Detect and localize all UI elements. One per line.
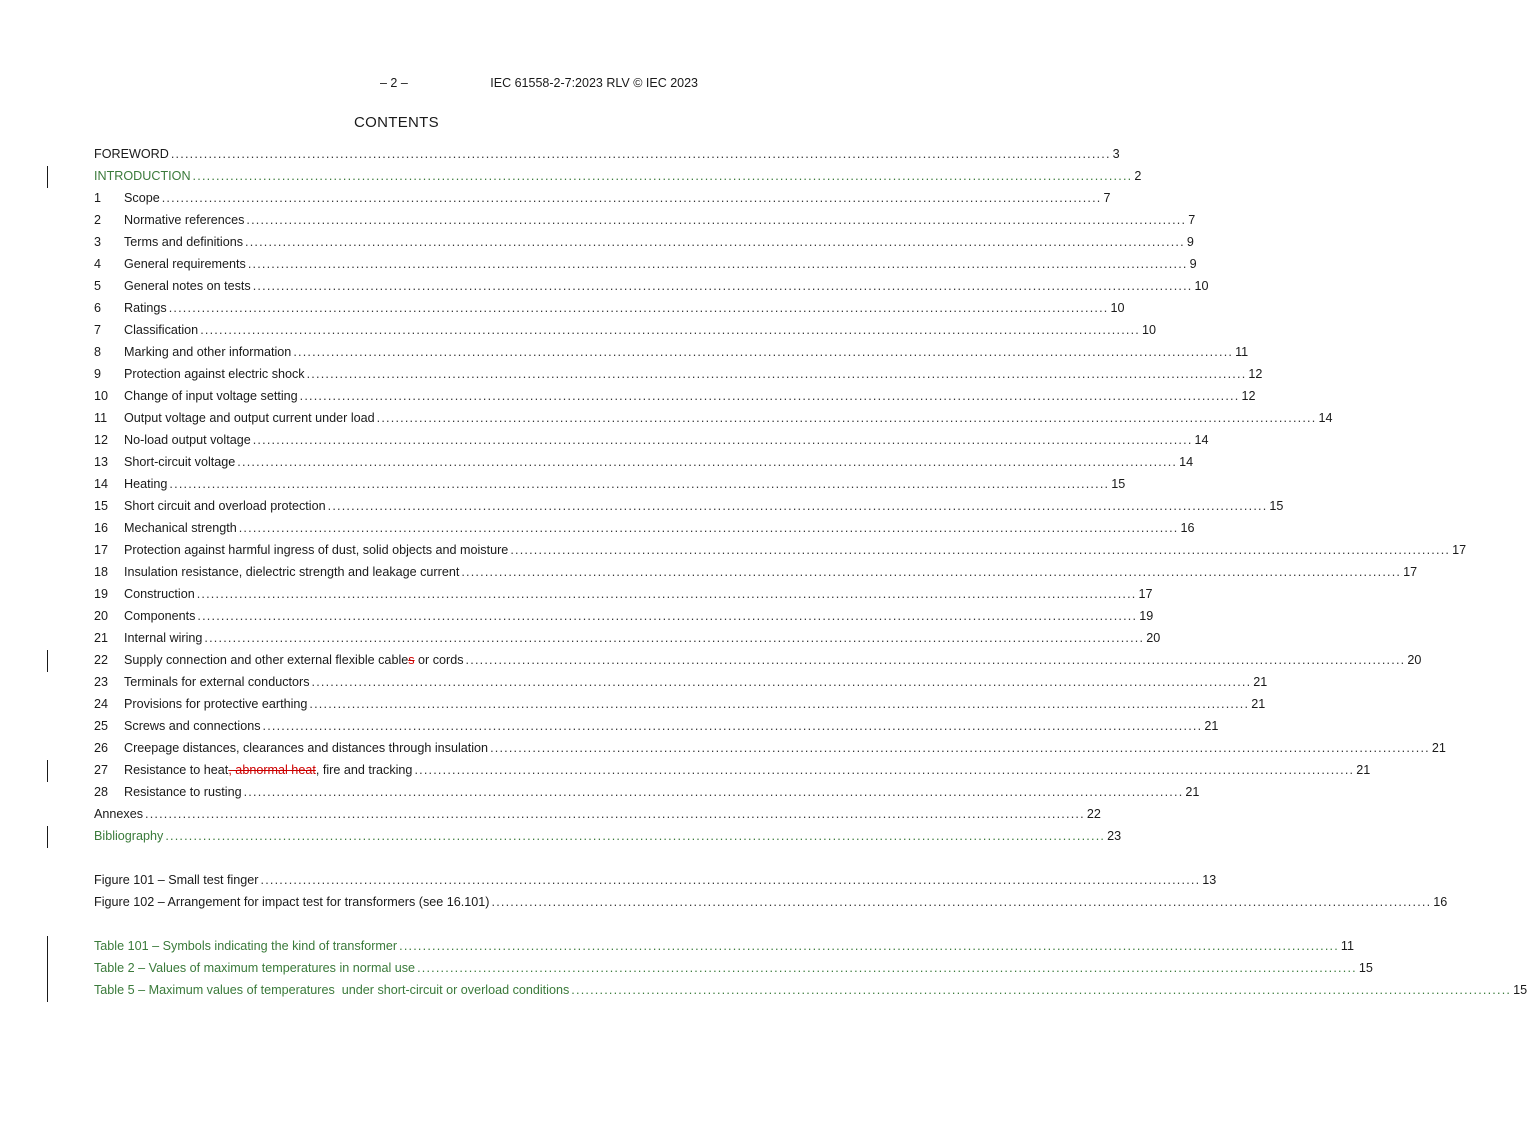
toc-entry-table-5[interactable] [94,981,1527,999]
label-text: Supply connection and other external flexible cable [124,653,409,667]
toc-entry-page: 11 [1340,939,1354,953]
toc-entry-label [124,651,464,669]
toc-entry-page: 3 [1112,147,1120,161]
toc-entry-page: 16 [1180,521,1195,535]
toc-entry-annexes[interactable] [94,805,1101,823]
toc-entry-clause-20[interactable] [94,607,1154,625]
toc-entry-clause-22[interactable] [94,651,1422,669]
toc-entry-page: 19 [1139,609,1154,623]
toc-entry-label: Internal wiring [124,631,203,645]
toc-entry-label: Mechanical strength [124,521,237,535]
toc-entry-number: 11 [94,411,108,425]
toc-entry-number: 25 [94,719,109,733]
toc-entry-label: Provisions for protective earthing [124,697,308,711]
toc-entry-page: 7 [1188,213,1196,227]
page-title: CONTENTS [354,114,439,131]
toc-entry-label: Bibliography [94,829,164,843]
toc-entry-number: 12 [94,433,109,447]
toc-entry-table-2[interactable] [94,959,1373,977]
toc-entry-clause-24[interactable] [94,695,1266,713]
dot-leader: ........................................................................................................................................................................................................ [491,895,1432,909]
dot-leader: ........................................................................................................................................................................................................ [238,521,1179,535]
toc-entry-page: 17 [1138,587,1153,601]
dot-leader: ........................................................................................................................................................................................................ [490,741,1430,755]
dot-leader: ........................................................................................................................................................................................................ [399,939,1339,953]
toc-entry-clause-7[interactable] [94,321,1157,339]
toc-entry-page: 15 [1513,983,1527,997]
toc-entry-number: 2 [94,213,102,227]
toc-entry-number: 27 [94,763,109,777]
dot-leader: ........................................................................................................................................................................................................ [196,587,1137,601]
toc-entry-label: Ratings [124,301,167,315]
dot-leader: ........................................................................................................................................................................................................ [168,301,1109,315]
toc-entry-number: 20 [94,609,109,623]
toc-entry-label: Insulation resistance, dielectric strength and leakage current [124,565,460,579]
toc-entry-label: Figure 101 – Small test finger [94,873,259,887]
toc-entry-number: 14 [94,477,109,491]
toc-entry-page: 17 [1452,543,1467,557]
toc-entry-page: 15 [1111,477,1126,491]
toc-entry-page: 21 [1356,763,1371,777]
toc-entry-page: 22 [1086,807,1101,821]
toc-entry-page: 20 [1146,631,1161,645]
toc-entry-label: Screws and connections [124,719,261,733]
document-reference: IEC 61558-2-7:2023 RLV © IEC 2023 [490,76,698,90]
dot-leader: ........................................................................................................................................................................................................ [414,763,1355,777]
dot-leader: ........................................................................................................................................................................................................ [170,147,1111,161]
toc-entry-number: 18 [94,565,109,579]
toc-entry-number: 26 [94,741,109,755]
toc-entry-number: 3 [94,235,102,249]
toc-entry-page: 13 [1202,873,1217,887]
toc-entry-number: 16 [94,521,109,535]
dot-leader: ........................................................................................................................................................................................................ [262,719,1203,733]
dot-leader: ........................................................................................................................................................................................................ [376,411,1317,425]
toc-entry-clause-18[interactable] [94,563,1418,581]
toc-entry-clause-13[interactable] [94,453,1194,471]
toc-entry-clause-26[interactable] [94,739,1446,757]
dot-leader: ........................................................................................................................................................................................................ [311,675,1252,689]
toc-entry-page: 14 [1179,455,1194,469]
toc-entry-label: Terminals for external conductors [124,675,310,689]
dot-leader: ........................................................................................................................................................................................................ [260,873,1201,887]
toc-entry-page: 21 [1185,785,1200,799]
toc-entry-label: Short circuit and overload protection [124,499,326,513]
deleted-text: , abnormal heat [228,763,316,777]
toc-entry-clause-11[interactable] [94,409,1333,427]
toc-entry-label: Components [124,609,196,623]
dot-leader: ........................................................................................................................................................................................................ [237,455,1178,469]
dot-leader: ........................................................................................................................................................................................................ [243,785,1184,799]
toc-entry-page: 10 [1142,323,1157,337]
toc-entry-number: 23 [94,675,109,689]
dot-leader: ........................................................................................................................................................................................................ [247,257,1188,271]
toc-entry-label: Change of input voltage setting [124,389,298,403]
toc-entry-clause-25[interactable] [94,717,1219,735]
toc-entry-page: 10 [1110,301,1125,315]
dot-leader: ........................................................................................................................................................................................................ [252,279,1193,293]
toc-entry-number: 8 [94,345,102,359]
toc-entry-foreword[interactable] [94,145,1120,163]
dot-leader: ........................................................................................................................................................................................................ [169,477,1110,491]
toc-entry-page: 10 [1194,279,1209,293]
dot-leader: ........................................................................................................................................................................................................ [510,543,1451,557]
toc-entry-clause-4[interactable] [94,255,1197,273]
toc-entry-figure-102[interactable] [94,893,1448,911]
toc-entry-figure-101[interactable] [94,871,1217,889]
toc-entry-page: 9 [1186,235,1194,249]
dot-leader: ........................................................................................................................................................................................................ [200,323,1140,337]
toc-entry-number: 22 [94,653,109,667]
toc-entry-clause-19[interactable] [94,585,1153,603]
toc-entry-label: Scope [124,191,160,205]
deleted-text: s [408,653,415,667]
toc-entry-label: INTRODUCTION [94,169,191,183]
toc-entry-label: Output voltage and output current under load [124,411,375,425]
dot-leader: ........................................................................................................................................................................................................ [417,961,1357,975]
toc-entry-page: 20 [1407,653,1422,667]
toc-entry-number: 17 [94,543,109,557]
toc-entry-label: Normative references [124,213,245,227]
label-text: , fire and tracking [315,763,413,777]
toc-entry-label: Protection against harmful ingress of dust, solid objects and moisture [124,543,509,557]
toc-entry-page: 16 [1433,895,1448,909]
change-bar [47,650,48,672]
dot-leader: ........................................................................................................................................................................................................ [465,653,1406,667]
toc-entry-label: Table 101 – Symbols indicating the kind of transformer [94,939,398,953]
dot-leader: ........................................................................................................................................................................................................ [192,169,1133,183]
toc-entry-clause-8[interactable] [94,343,1249,361]
dot-leader: ........................................................................................................................................................................................................ [204,631,1145,645]
toc-entry-clause-14[interactable] [94,475,1126,493]
dot-leader: ........................................................................................................................................................................................................ [571,983,1512,997]
toc-entry-clause-15[interactable] [94,497,1284,515]
toc-entry-introduction[interactable] [94,167,1142,185]
toc-entry-clause-5[interactable] [94,277,1209,295]
toc-entry-clause-17[interactable] [94,541,1467,559]
toc-entry-number: 1 [94,191,102,205]
toc-entry-clause-6[interactable] [94,299,1125,317]
toc-entry-page: 21 [1253,675,1268,689]
toc-entry-page: 14 [1194,433,1209,447]
toc-entry-clause-21[interactable] [94,629,1161,647]
toc-entry-label: Creepage distances, clearances and distances through insulation [124,741,489,755]
toc-entry-clause-3[interactable] [94,233,1194,251]
toc-entry-label: General notes on tests [124,279,251,293]
toc-entry-page: 2 [1134,169,1142,183]
toc-entry-label: Table 2 – Values of maximum temperatures in normal use [94,961,416,975]
toc-entry-clause-23[interactable] [94,673,1268,691]
label-text: Resistance to heat [124,763,229,777]
toc-entry-label: Classification [124,323,199,337]
toc-entry-label [124,761,412,779]
dot-leader: ........................................................................................................................................................................................................ [306,367,1247,381]
toc-entry-number: 19 [94,587,109,601]
toc-entry-label: Heating [124,477,168,491]
dot-leader: ........................................................................................................................................................................................................ [245,235,1185,249]
toc-entry-number: 6 [94,301,102,315]
toc-entry-number: 28 [94,785,109,799]
toc-entry-page: 23 [1107,829,1122,843]
toc-entry-clause-1[interactable] [94,189,1111,207]
toc-entry-clause-9[interactable] [94,365,1263,383]
dot-leader: ........................................................................................................................................................................................................ [299,389,1240,403]
dot-leader: ........................................................................................................................................................................................................ [309,697,1250,711]
dot-leader: ........................................................................................................................................................................................................ [197,609,1138,623]
toc-entry-number: 15 [94,499,109,513]
dot-leader: ........................................................................................................................................................................................................ [246,213,1187,227]
toc-entry-label: FOREWORD [94,147,169,161]
change-bar [47,936,48,1002]
toc-entry-label: Protection against electric shock [124,367,305,381]
toc-entry-page: 21 [1431,741,1446,755]
dot-leader: ........................................................................................................................................................................................................ [461,565,1402,579]
toc-entry-page: 17 [1403,565,1418,579]
page-header [0,76,698,94]
toc-entry-number: 7 [94,323,102,337]
toc-entry-clause-27[interactable] [94,761,1371,779]
toc-entry-label: Marking and other information [124,345,292,359]
toc-entry-page: 21 [1251,697,1266,711]
toc-entry-clause-16[interactable] [94,519,1195,537]
toc-entry-label: Construction [124,587,195,601]
toc-entry-number: 21 [94,631,109,645]
dot-leader: ........................................................................................................................................................................................................ [293,345,1234,359]
toc-entry-number: 4 [94,257,102,271]
toc-entry-page: 11 [1235,345,1249,359]
toc-entry-page: 14 [1318,411,1333,425]
toc-entry-page: 12 [1248,367,1263,381]
toc-entry-page: 7 [1103,191,1111,205]
toc-entry-label: Resistance to rusting [124,785,242,799]
toc-entry-page: 15 [1358,961,1373,975]
toc-entry-table-101[interactable] [94,937,1354,955]
page-number: – 2 – [380,76,408,90]
dot-leader: ........................................................................................................................................................................................................ [145,807,1085,821]
toc-entry-label: Short-circuit voltage [124,455,236,469]
toc-entry-number: 10 [94,389,109,403]
toc-entry-label: Annexes [94,807,144,821]
toc-entry-number: 24 [94,697,109,711]
toc-entry-label: No-load output voltage [124,433,251,447]
toc-entry-page: 12 [1241,389,1256,403]
toc-entry-number: 5 [94,279,102,293]
change-bar [47,826,48,848]
toc-entry-page: 9 [1189,257,1197,271]
label-text: or cords [414,653,464,667]
dot-leader: ........................................................................................................................................................................................................ [165,829,1106,843]
change-bar [47,166,48,188]
toc-entry-page: 15 [1269,499,1284,513]
dot-leader: ........................................................................................................................................................................................................ [327,499,1268,513]
toc-entry-number: 13 [94,455,109,469]
toc-entry-clause-12[interactable] [94,431,1209,449]
toc-entry-number: 9 [94,367,102,381]
dot-leader: ........................................................................................................................................................................................................ [161,191,1102,205]
toc-entry-clause-2[interactable] [94,211,1196,229]
change-bar [47,760,48,782]
toc-entry-bibliography[interactable] [94,827,1122,845]
toc-entry-page: 21 [1204,719,1219,733]
dot-leader: ........................................................................................................................................................................................................ [252,433,1193,447]
toc-entry-clause-10[interactable] [94,387,1256,405]
toc-entry-label: Figure 102 – Arrangement for impact test for transformers (see 16.101) [94,895,490,909]
toc-entry-label: General requirements [124,257,246,271]
toc-entry-label: Terms and definitions [124,235,244,249]
toc-entry-clause-28[interactable] [94,783,1200,801]
toc-entry-label: Table 5 – Maximum values of temperatures under short-circuit or overload conditions [94,983,570,997]
